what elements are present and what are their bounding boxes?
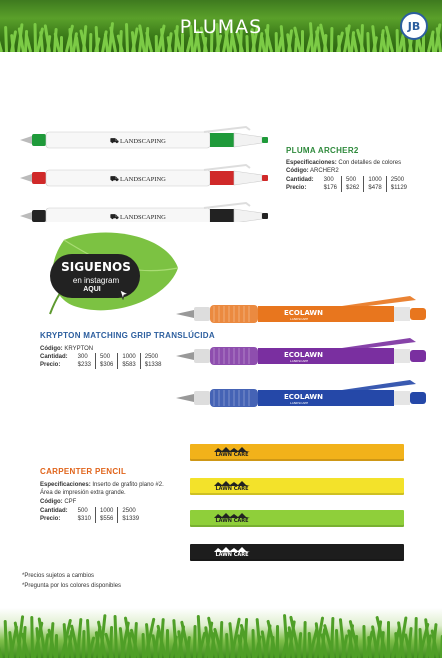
archer-code: Código: ARCHER2 [286,168,339,174]
pen-tip [20,136,32,144]
pen-clip [204,127,250,132]
footer-grass [0,608,442,658]
pen-clip-band [210,133,234,147]
qty-cell: 1000 [364,176,386,184]
krypton-code: Código: KRYPTON [40,346,94,352]
qty-cell: 2500 [118,507,143,515]
pen-grip [32,210,46,222]
grass-blade [276,625,279,658]
pencil-imprint-text: LAWN CARE [215,552,249,558]
price-cell: $478 [364,184,386,192]
carpenter-spec-2: Área de impresión extra grande. [40,490,126,496]
price-cell: $583 [118,361,140,369]
pen-ring [394,307,410,321]
table-row [40,361,165,369]
instagram-line3: AQUI [83,286,101,293]
grass-blade [335,628,339,658]
qty-cell: 300 [77,354,88,360]
qty-label: Cantidad: [286,177,314,183]
pen-icon-glyph: ⛟ [110,137,119,145]
pen-ring [394,391,410,405]
grass-blade [193,625,197,658]
qty-cell: 1000 [96,507,118,515]
qty-label: Cantidad: [40,354,68,360]
pen-imprint: ECOLAWN [284,309,324,317]
grass-blade [114,615,118,658]
pen-clip [204,203,250,208]
carpenter-spec: Especificaciones: Inserto de grafito plano #2. [40,482,164,488]
pen-imprint: LANDSCAPING [120,138,166,145]
pen-icon-glyph: ⛟ [110,213,119,221]
footnote-prices: *Precios sujetos a cambios [22,573,95,579]
pen-barrel [258,390,394,406]
page-title: PLUMAS [179,16,263,38]
footnote-colors: *Pregunta por los colores disponibles [22,583,122,589]
qty-cell: 500 [96,353,118,361]
instagram-line1: SIGUENOS [61,260,131,274]
krypton-title: KRYPTON MATCHING GRIP TRANSLÚCIDA [40,331,215,340]
pencil-imprint-text: LAWN CARE [215,518,249,524]
price-label: Precio: [286,185,307,191]
pen-imprint: ECOLAWN [284,393,324,401]
archer-pen [20,165,268,186]
pencil-imprint-text: LAWN CARE [215,486,249,492]
pen-tip [176,394,194,402]
price-cell: $262 [342,184,364,192]
grass-blade [418,628,423,658]
pen-end [234,133,262,147]
cursor-icon [118,288,130,300]
pencil-imprint [212,480,252,493]
pen-imprint-sub: LANDSCAPE [290,359,309,363]
krypton-pen [176,380,426,407]
pen-clip [204,165,250,170]
qty-cell: 500 [77,508,88,514]
pencil-yellow [190,478,404,495]
krypton-price-table [40,353,165,369]
price-label: Precio: [40,516,61,522]
pen-cone [194,349,210,363]
qty-cell: 2500 [386,176,411,184]
pen-tip [20,212,32,220]
pen-grip [32,172,46,184]
price-cell: $233 [77,362,92,368]
pen-tip [176,352,194,360]
price-cell: $1339 [118,515,143,523]
pencil-yellow-orange [190,444,404,461]
pen-cone [194,307,210,321]
qty-label: Cantidad: [40,508,68,514]
pen-plunger [262,213,268,219]
price-cell: $1338 [140,361,165,369]
grass-blade [55,634,58,658]
price-cell: $556 [96,515,118,523]
price-cell: $306 [96,361,118,369]
pen-end [410,392,426,404]
grass-blade [82,630,85,658]
pen-end [410,308,426,320]
table-row [40,353,165,361]
pen-imprint: ECOLAWN [284,351,324,359]
pen-plunger [262,137,268,143]
table-row [40,507,143,515]
archer-pen [20,203,268,222]
krypton-pen [176,296,426,323]
pen-clip-band [210,171,234,185]
price-cell: $176 [323,185,338,191]
brand-logo: JB [400,12,428,40]
qty-cell: 500 [342,176,364,184]
pen-plunger [262,175,268,181]
qty-cell: 2500 [140,353,165,361]
grass-blade [225,633,229,658]
pen-clip-band [210,209,234,222]
pen-imprint-sub: LANDSCAPE [290,317,309,321]
grass-blade [303,621,307,658]
archer-pens-image [14,122,274,222]
grass-blade [75,36,80,52]
grass-blade [0,636,3,658]
carpenter-title: CARPENTER PENCIL [40,467,127,476]
table-row [286,184,411,192]
archer-title: PLUMA ARCHER2 [286,146,359,155]
pencil-imprint-text: LAWN CARE [215,452,249,458]
pen-imprint-sub: LANDSCAPE [290,401,309,405]
pen-icon-glyph: ⛟ [110,175,119,183]
pen-end [234,209,262,222]
price-label: Precio: [40,362,61,368]
grass-blade [86,619,91,658]
grass-blade [402,37,406,52]
pen-end [410,350,426,362]
grass-blade [3,620,7,658]
krypton-pens-image [172,292,436,416]
pencil-black [190,544,404,561]
grass-blade [166,629,169,658]
pen-grip [32,134,46,146]
carpenter-code: Código: CPF [40,499,77,505]
pen-imprint: LANDSCAPING [120,176,166,183]
table-row [40,515,143,523]
grass-blade [0,37,3,52]
pen-cone [194,391,210,405]
archer-spec: Especificaciones: Con detalles de colores [286,160,402,166]
pen-barrel [258,306,394,322]
archer-pen [20,127,268,148]
pen-tip [176,310,194,318]
pen-tip [20,174,32,182]
grass-blade [387,621,390,658]
pen-end [234,171,262,185]
pen-imprint: LANDSCAPING [120,214,166,221]
pencil-green [190,510,404,527]
price-cell: $1129 [386,184,411,192]
pencil-imprint [212,512,252,525]
pencil-imprint [212,446,252,459]
qty-cell: 1000 [118,353,140,361]
table-row [286,176,411,184]
instagram-line2: en instagram [72,276,120,285]
grass-blade [414,617,418,658]
krypton-pen [176,338,426,365]
price-cell: $310 [77,516,92,522]
carpenter-price-table [40,507,143,523]
pen-ring [394,349,410,363]
archer-price-table [286,176,411,192]
instagram-leaf-button[interactable] [44,228,184,316]
qty-cell: 300 [323,177,334,183]
pencil-imprint [212,546,252,559]
pen-barrel [258,348,394,364]
